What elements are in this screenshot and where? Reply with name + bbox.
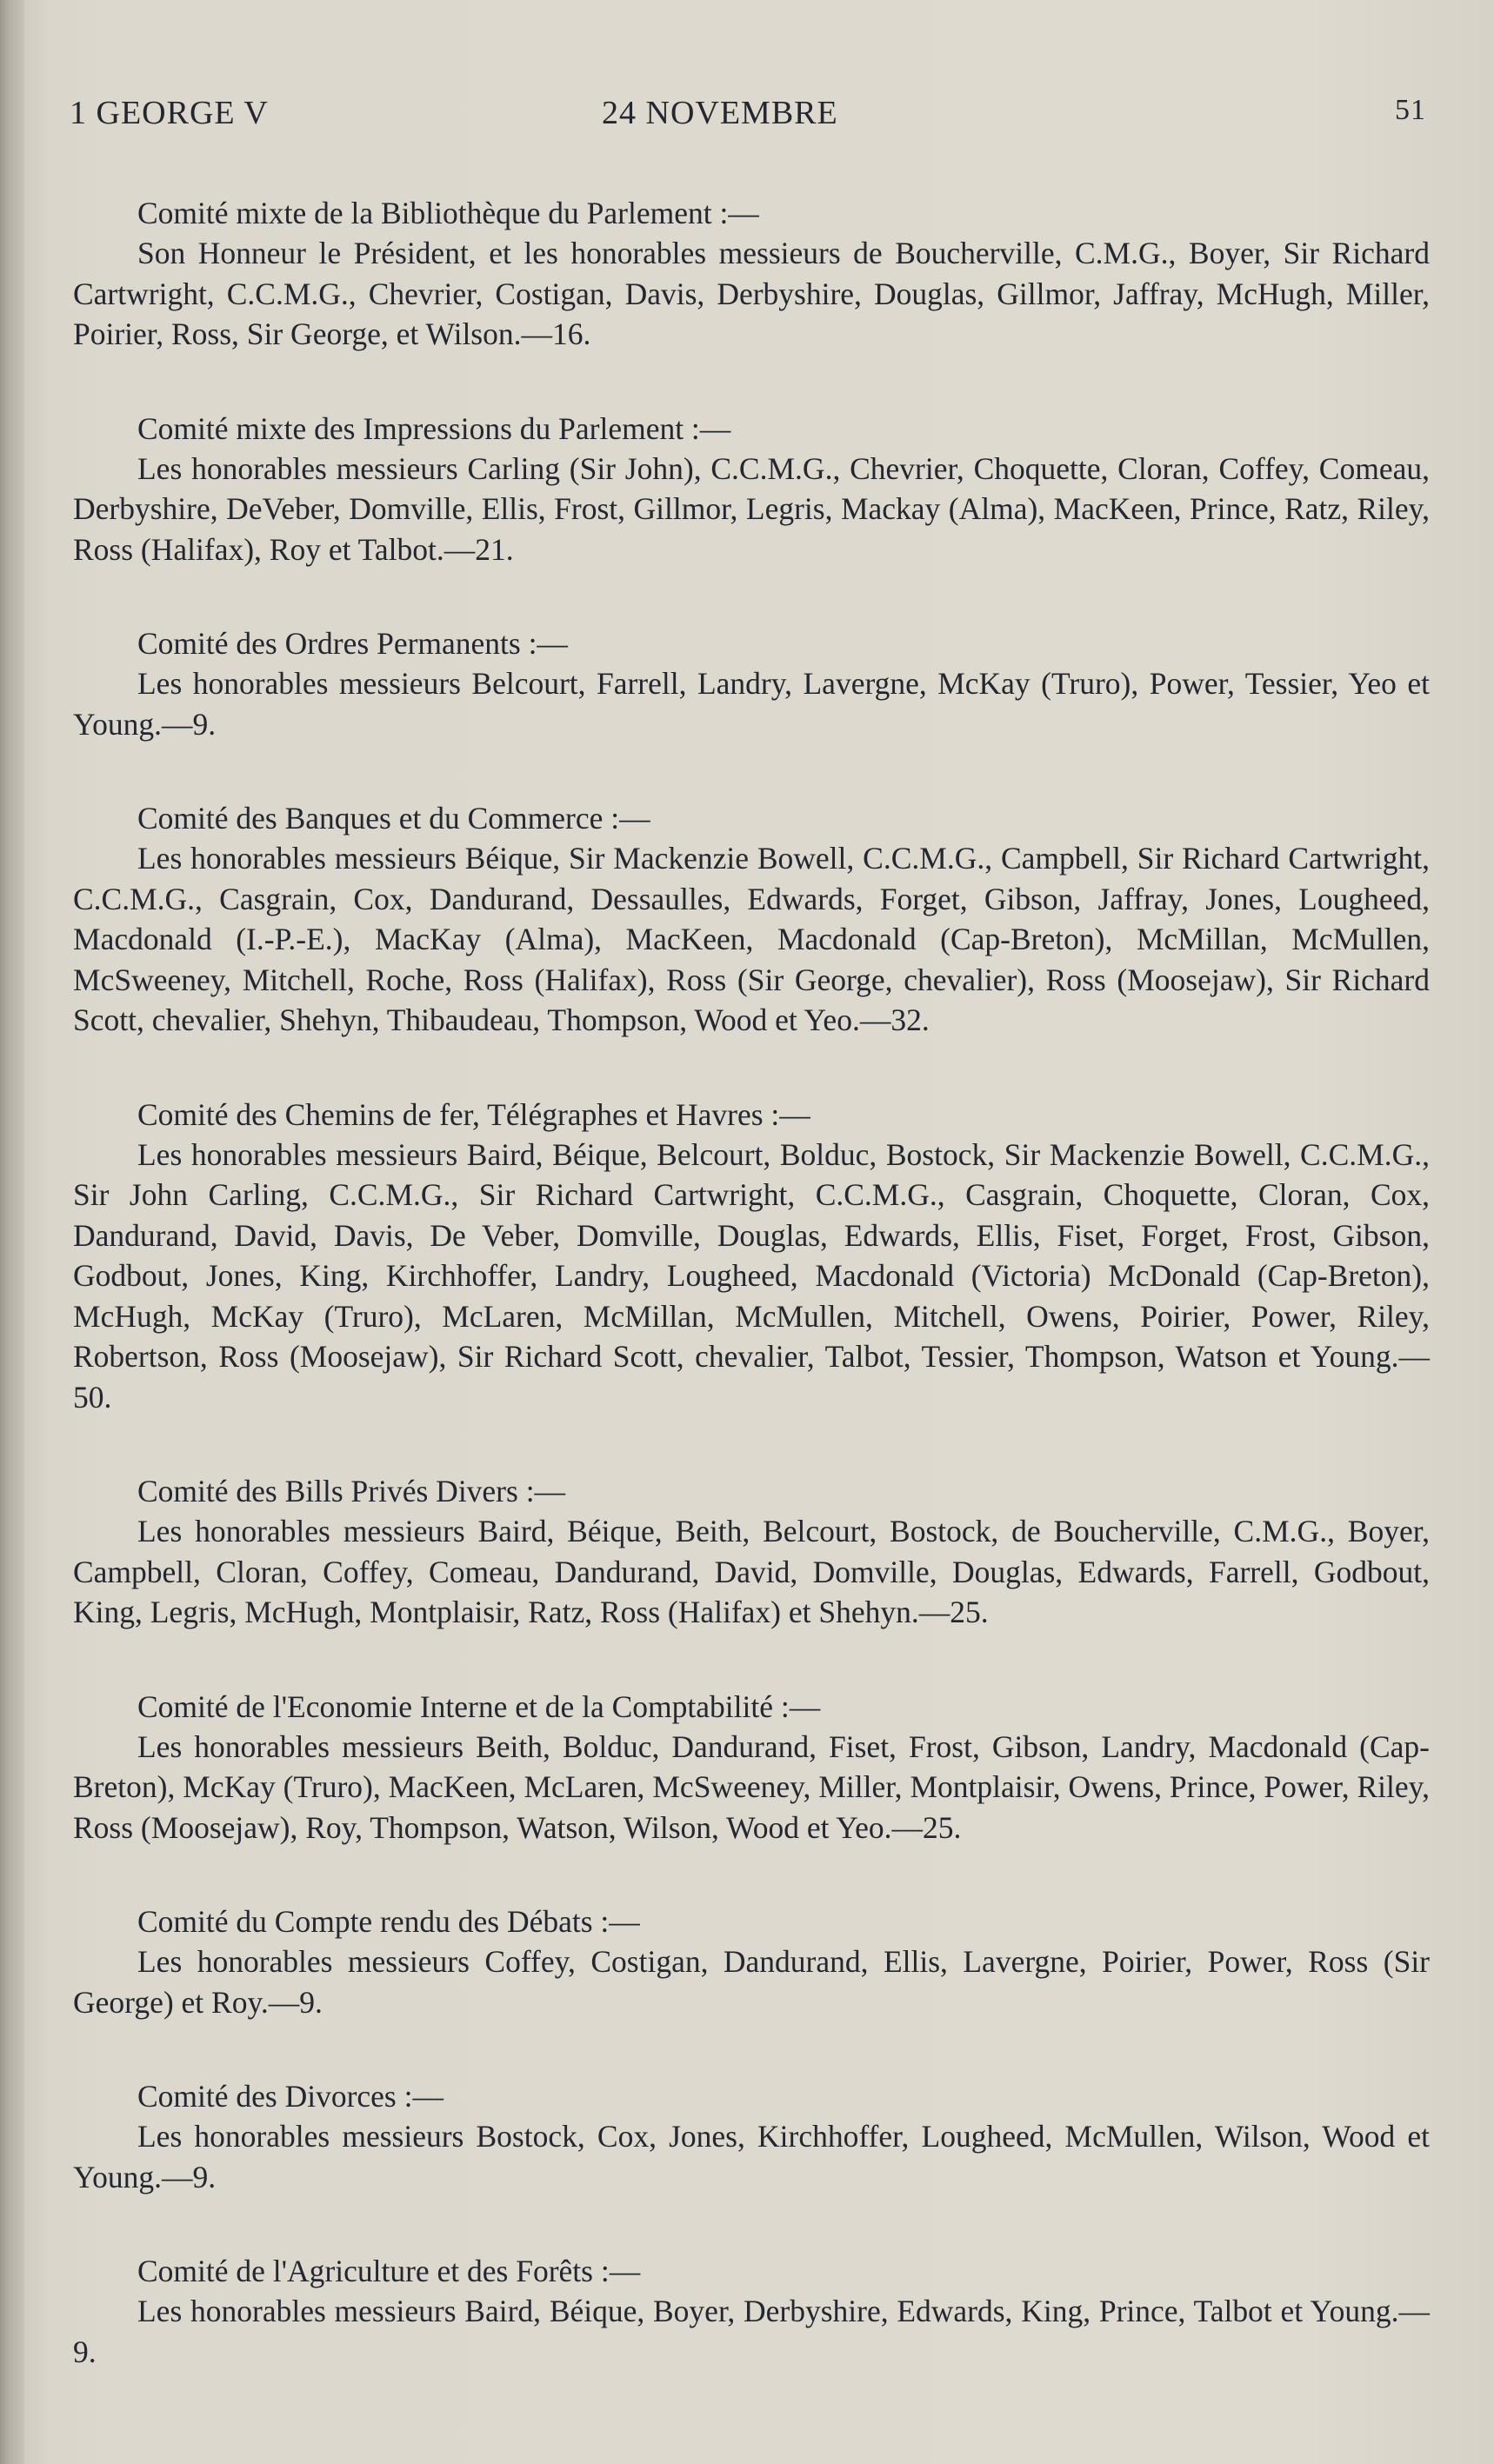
page-number: 51 xyxy=(1395,94,1426,126)
committee-section xyxy=(73,1687,1430,1848)
date-label: 24 NOVEMBRE xyxy=(602,95,838,131)
committee-title: Comité des Chemins de fer, Télégraphes et Havres :— xyxy=(137,1096,810,1132)
committee-section xyxy=(73,2076,1430,2197)
committee-section xyxy=(73,1471,1430,1633)
committee-members: Les honorables messieurs Beith, Bolduc, Dandurand, Fiset, Frost, Gibson, Landry, Macdonald (Cap-Breton), McKay (Truro), MacKeen, McLaren, McSweeney, Miller, Montplaisir, Owens, Prince, Power, Riley, Ross (Moosejaw), Roy, Thompson, Watson, Wilson, Wood et Yeo.—25. xyxy=(73,1728,1430,1845)
committee-members: Les honorables messieurs Baird, Béique, Belcourt, Bolduc, Bostock, Sir Mackenzie Bowell, C.C.M.G., Sir John Carling, C.C.M.G., Sir Richard Cartwright, C.C.M.G., Casgrain, Choquette, Cloran, Cox, Dandurand, David, Davis, De Veber, Domville, Douglas, Edwards, Ellis, Fiset, Forget, Frost, Gibson, Godbout, Jones, King, Kirchhoffer, Landry, Lougheed, Macdonald (Victoria) McDonald (Cap-Breton), McHugh, McKay (Truro), McLaren, McMillan, McMullen, Mitchell, Owens, Poirier, Power, Riley, Robertson, Ross (Moosejaw), Sir Richard Scott, chevalier, Talbot, Tessier, Thompson, Watson et Young.—50. xyxy=(73,1136,1430,1415)
committee-section xyxy=(73,2251,1430,2372)
committee-members: Les honorables messieurs Béique, Sir Mackenzie Bowell, C.C.M.G., Campbell, Sir Richard Cartwright, C.C.M.G., Casgrain, Cox, Dandurand, Dessaulles, Edwards, Forget, Gibson, Jaffray, Jones, Lougheed, Macdonald (I.-P.-E.), MacKay (Alma), MacKeen, Macdonald (Cap-Breton), McMillan, McMullen, McSweeney, Mitchell, Roche, Ross (Halifax), Ross (Sir George, chevalier), Ross (Moosejaw), Sir Richard Scott, chevalier, Shehyn, Thibaudeau, Thompson, Wood et Yeo.—32. xyxy=(73,841,1430,1037)
committee-title: Comité du Compte rendu des Débats :— xyxy=(137,1904,640,1939)
committee-title: Comité de l'Agriculture et des Forêts :— xyxy=(137,2254,641,2288)
committee-members: Son Honneur le Président, et les honorables messieurs de Boucherville, C.M.G., Boyer, Sir Richard Cartwright, C.C.M.G., Chevrier, Costigan, Davis, Derbyshire, Douglas, Gillmor, Jaffray, McHugh, Miller, Poirier, Ross, Sir George, et Wilson.—16. xyxy=(73,236,1430,351)
committee-members: Les honorables messieurs Bostock, Cox, Jones, Kirchhoffer, Lougheed, McMullen, Wilson, Wood et Young.—9. xyxy=(73,2119,1430,2194)
committee-title: Comité des Ordres Permanents :— xyxy=(137,626,568,661)
committee-section xyxy=(73,623,1430,744)
committee-title: Comité de l'Economie Interne et de la Comptabilité :— xyxy=(137,1688,821,1724)
page-header xyxy=(70,94,1426,146)
committee-members: Les honorables messieurs Baird, Béique, Beith, Belcourt, Bostock, de Boucherville, C.M.G., Boyer, Campbell, Cloran, Coffey, Comeau, Dandurand, David, Domville, Douglas, Edwards, Farrell, Godbout, King, Legris, McHugh, Montplaisir, Ratz, Ross (Halifax) et Shehyn.—25. xyxy=(73,1514,1430,1629)
committee-members: Les honorables messieurs Belcourt, Farrell, Landry, Lavergne, McKay (Truro), Power, Tessier, Yeo et Young.—9. xyxy=(73,666,1430,742)
committee-members: Les honorables messieurs Baird, Béique, Boyer, Derbyshire, Edwards, King, Prince, Talbot et Young.—9. xyxy=(73,2294,1430,2369)
committee-members: Les honorables messieurs Carling (Sir John), C.C.M.G., Chevrier, Choquette, Cloran, Coffey, Comeau, Derbyshire, DeVeber, Domville, Ellis, Frost, Gillmor, Legris, Mackay (Alma), MacKeen, Prince, Ratz, Riley, Ross (Halifax), Roy et Talbot.—21. xyxy=(73,450,1430,567)
committee-title: Comité des Banques et du Commerce :— xyxy=(137,801,650,836)
committee-section xyxy=(73,1095,1430,1418)
committee-title: Comité des Bills Privés Divers :— xyxy=(137,1474,566,1508)
committee-title: Comité mixte de la Bibliothèque du Parlement :— xyxy=(137,196,759,230)
page-binding-edge xyxy=(0,0,24,2464)
session-label: 1 GEORGE V xyxy=(70,95,269,131)
committee-title: Comité mixte des Impressions du Parlement :— xyxy=(137,410,731,446)
committee-section xyxy=(73,1901,1430,2022)
committee-list xyxy=(73,193,1430,2426)
committee-members: Les honorables messieurs Coffey, Costigan, Dandurand, Ellis, Lavergne, Poirier, Power, Ross (Sir George) et Roy.—9. xyxy=(73,1944,1430,2020)
committee-section xyxy=(73,193,1430,355)
committee-section xyxy=(73,798,1430,1041)
committee-title: Comité des Divorces :— xyxy=(137,2079,444,2114)
committee-section xyxy=(73,409,1430,570)
